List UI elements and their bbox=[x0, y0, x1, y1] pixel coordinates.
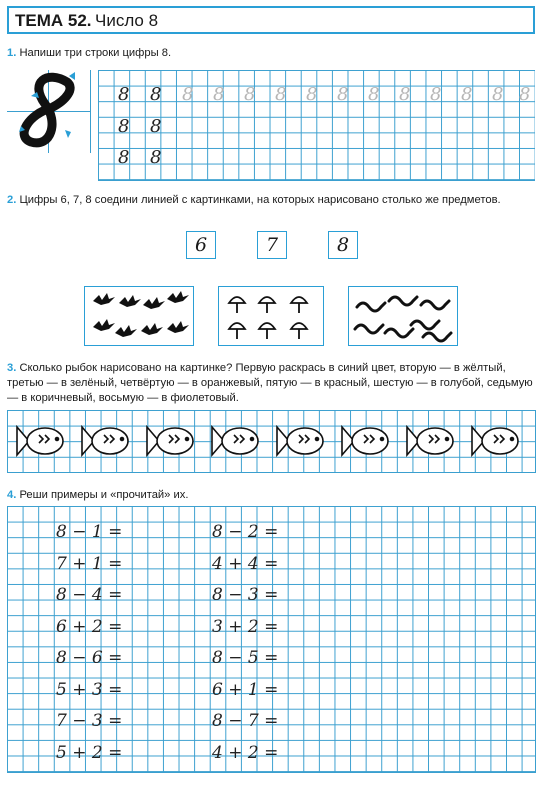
mushrooms-icon bbox=[219, 287, 322, 344]
task2-number: 2. bbox=[7, 194, 17, 206]
digit-box-7[interactable]: 7 bbox=[257, 231, 287, 259]
faint-digit: 8 bbox=[519, 84, 531, 105]
row3-digit-1: 8 bbox=[118, 147, 130, 168]
faint-digit: 8 bbox=[213, 84, 225, 105]
example-left-1: 8 − 1 = bbox=[56, 522, 123, 542]
row3-digit-2: 8 bbox=[150, 147, 162, 168]
task1-number: 1. bbox=[7, 47, 17, 59]
task3-text bbox=[7, 361, 537, 406]
task2-instruction: Цифры 6, 7, 8 соедини линией с картинками, на которых нарисовано столько же предметов. bbox=[19, 194, 501, 206]
topic-name: Число 8 bbox=[95, 11, 159, 30]
topic-header bbox=[7, 6, 535, 34]
example-left-7: 7 − 3 = bbox=[56, 711, 123, 731]
example-left-6: 5 + 3 = bbox=[56, 680, 123, 700]
faint-digit: 8 bbox=[306, 84, 318, 105]
example-right-8: 4 + 2 = bbox=[212, 743, 279, 763]
example-right-5: 8 − 5 = bbox=[212, 648, 279, 668]
digit-8-writing-guide-icon bbox=[7, 70, 90, 153]
example-right-4: 3 + 2 = bbox=[212, 617, 279, 637]
fish-grid bbox=[7, 410, 536, 473]
digit-box-8[interactable]: 8 bbox=[328, 231, 358, 259]
snakes-icon bbox=[349, 287, 456, 344]
task3-number: 3. bbox=[7, 362, 17, 374]
topic-label: ТЕМА 52. bbox=[15, 11, 92, 30]
faint-digit: 8 bbox=[430, 84, 442, 105]
row1-digit-1: 8 bbox=[118, 84, 130, 105]
faint-digit: 8 bbox=[399, 84, 411, 105]
faint-digit: 8 bbox=[275, 84, 287, 105]
example-left-2: 7 + 1 = bbox=[56, 554, 123, 574]
faint-digit: 8 bbox=[368, 84, 380, 105]
digit-sample-box bbox=[7, 70, 91, 153]
faint-digit: 8 bbox=[244, 84, 256, 105]
task4-instruction: Реши примеры и «прочитай» их. bbox=[19, 489, 189, 501]
example-left-8: 5 + 2 = bbox=[56, 743, 123, 763]
faint-digit: 8 bbox=[492, 84, 504, 105]
faint-digit: 8 bbox=[337, 84, 349, 105]
task2-text bbox=[7, 193, 537, 208]
example-right-7: 8 − 7 = bbox=[212, 711, 279, 731]
exercise-grid[interactable] bbox=[7, 506, 536, 773]
example-right-3: 8 − 3 = bbox=[212, 585, 279, 605]
digit-box-6[interactable]: 6 bbox=[186, 231, 216, 259]
birds-icon bbox=[85, 287, 192, 344]
faint-digit: 8 bbox=[182, 84, 194, 105]
task1-text bbox=[7, 46, 171, 61]
picture-snakes[interactable] bbox=[348, 286, 458, 346]
example-left-4: 6 + 2 = bbox=[56, 617, 123, 637]
faint-digit: 8 bbox=[461, 84, 473, 105]
task4-number: 4. bbox=[7, 489, 17, 501]
fish-row-icon[interactable] bbox=[7, 410, 535, 472]
example-right-2: 4 + 4 = bbox=[212, 554, 279, 574]
row2-digit-1: 8 bbox=[118, 116, 130, 137]
row2-digit-2: 8 bbox=[150, 116, 162, 137]
row1-digit-2: 8 bbox=[150, 84, 162, 105]
example-right-1: 8 − 2 = bbox=[212, 522, 279, 542]
task3-instruction: Сколько рыбок нарисовано на картинке? Первую раскрась в синий цвет, вторую — в жёлтый, третью — в зелёный, четвёртую — в оранжевый, пятую — в красный, шестую — в голубой, седьмую — в коричневый, восьмую — в фиолетовый. bbox=[7, 362, 533, 404]
example-left-3: 8 − 4 = bbox=[56, 585, 123, 605]
example-right-6: 6 + 1 = bbox=[212, 680, 279, 700]
picture-mushrooms[interactable] bbox=[218, 286, 324, 346]
task4-text bbox=[7, 488, 188, 503]
task1-instruction: Напиши три строки цифры 8. bbox=[19, 47, 172, 59]
example-left-5: 8 − 6 = bbox=[56, 648, 123, 668]
picture-birds[interactable] bbox=[84, 286, 194, 346]
